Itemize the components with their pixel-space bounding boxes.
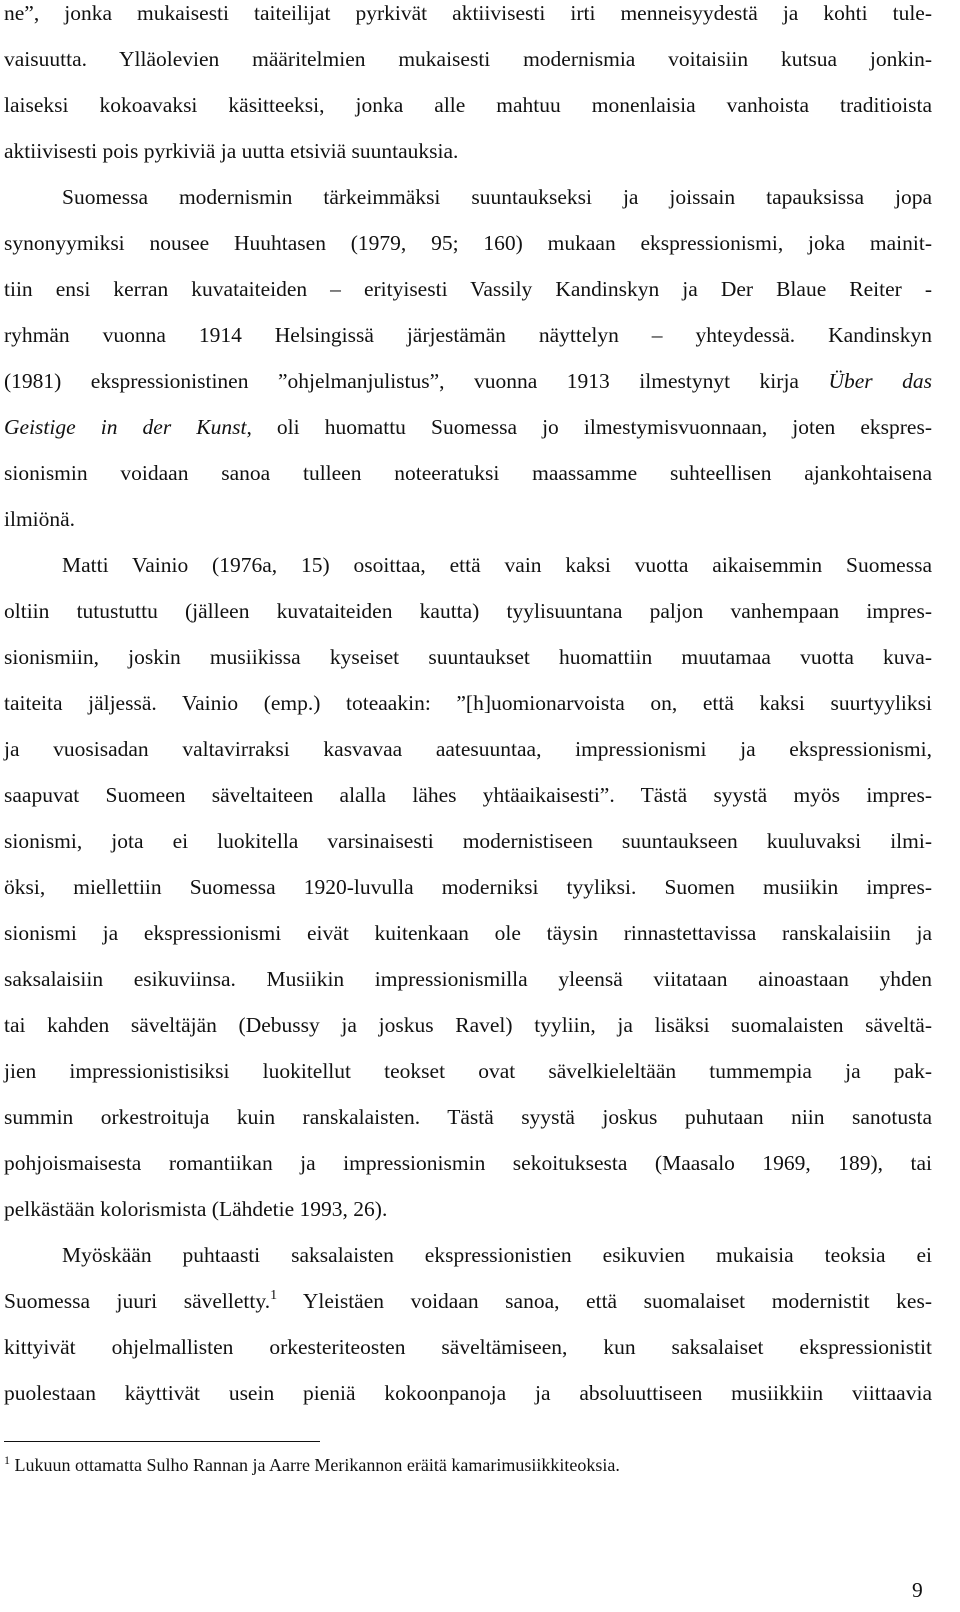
paragraph3-line-9: sionismi ja ekspressionismi eivät kuitenkaan ole täysin rinnastettavissa ranskalaisiin ja [4, 921, 932, 945]
paragraph1-line-2: vaisuutta. Ylläolevien määritelmien mukaisesti modernismia voitaisiin kutsua jonkin- [4, 47, 932, 71]
paragraph2-line-5 [4, 369, 932, 393]
footnote-text: Lukuun ottamatta Sulho Rannan ja Aarre Merikannon eräitä kamarimusiikkiteoksia. [10, 1455, 620, 1475]
paragraph4-line-2 [4, 1289, 932, 1313]
book-title-part-1: Über das [828, 369, 932, 393]
paragraph3-line-10: saksalaisiin esikuviinsa. Musiikin impressionismilla yleensä viitataan ainoastaan yhden [4, 967, 932, 991]
page-number: 9 [912, 1578, 923, 1602]
paragraph3-line-4: taiteita jäljessä. Vainio (emp.) toteaakin: ”[h]uomionarvoista on, että kaksi suurtyyliksi [4, 691, 932, 715]
paragraph3-line-5: ja vuosisadan valtavirraksi kasvavaa aatesuuntaa, impressionismi ja ekspressionismi, [4, 737, 932, 761]
footnote-separator [4, 1441, 320, 1442]
footnote [4, 1454, 620, 1476]
book-title-part-2: Geistige in der Kunst [4, 415, 247, 439]
paragraph1-line-1: ne”, jonka mukaisesti taiteilijat pyrkivät aktiivisesti irti menneisyydestä ja kohti tule- [4, 1, 932, 25]
footnote-number: 1 [4, 1453, 10, 1467]
paragraph1-line-4: aktiivisesti pois pyrkiviä ja uutta etsiviä suuntauksia. [4, 139, 459, 163]
paragraph3-line-8: öksi, miellettiin Suomessa 1920-luvulla moderniksi tyyliksi. Suomen musiikin impres- [4, 875, 932, 899]
paragraph4-line-2-text: Suomessa juuri sävelletty. [4, 1289, 271, 1313]
paragraph2-line-8: ilmiönä. [4, 507, 76, 531]
paragraph3-line-1: Matti Vainio (1976a, 15) osoittaa, että vain kaksi vuotta aikaisemmin Suomessa [62, 553, 932, 577]
paragraph3-line-12: jien impressionistisiksi luokitellut teokset ovat sävelkieleltään tummempia ja pak- [4, 1059, 932, 1083]
paragraph1-line-3: laiseksi kokoavaksi käsitteeksi, jonka alle mahtuu monenlaisia vanhoista traditioista [4, 93, 932, 117]
paragraph3-line-15: pelkästään kolorismista (Lähdetie 1993, 26). [4, 1197, 388, 1221]
paragraph3-line-14: pohjoismaisesta romantiikan ja impressionismin sekoituksesta (Maasalo 1969, 189), tai [4, 1151, 932, 1175]
paragraph2-line-4: ryhmän vuonna 1914 Helsingissä järjestämän näyttelyn – yhteydessä. Kandinskyn [4, 323, 932, 347]
paragraph2-line-1: Suomessa modernismin tärkeimmäksi suuntaukseksi ja joissain tapauksissa jopa [62, 185, 932, 209]
paragraph3-line-11: tai kahden säveltäjän (Debussy ja joskus Ravel) tyyliin, ja lisäksi suomalaisten säveltä- [4, 1013, 932, 1037]
paragraph2-line-6-text: , oli huomattu Suomessa jo ilmestymisvuonnaan, joten ekspres- [246, 415, 933, 439]
paragraph3-line-2: oltiin tutustuttu (jälleen kuvataiteiden kautta) tyylisuuntana paljon vanhempaan impres- [4, 599, 932, 623]
paragraph4-line-2-rest: Yleistäen voidaan sanoa, että suomalaiset modernistit kes- [277, 1289, 932, 1313]
paragraph4-line-3: kittyivät ohjelmallisten orkesteriteosten säveltämiseen, kun saksalaiset ekspressionistit [4, 1335, 932, 1359]
paragraph3-line-3: sionismiin, joskin musiikissa kyseiset suuntaukset huomattiin muutamaa vuotta kuva- [4, 645, 932, 669]
paragraph4-line-1: Myöskään puhtaasti saksalaisten ekspressionistien esikuvien mukaisia teoksia ei [62, 1243, 932, 1267]
paragraph3-line-7: sionismi, jota ei luokitella varsinaisesti modernistiseen suuntaukseen kuuluvaksi ilmi- [4, 829, 932, 853]
paragraph2-line-6 [4, 415, 932, 439]
paragraph2-line-3: tiin ensi kerran kuvataiteiden – erityisesti Vassily Kandinskyn ja Der Blaue Reiter - [4, 277, 932, 301]
paragraph2-line-2: synonyymiksi nousee Huuhtasen (1979, 95; 160) mukaan ekspressionismi, joka mainit- [4, 231, 932, 255]
paragraph3-line-13: summin orkestroituja kuin ranskalaisten. Tästä syystä joskus puhutaan niin sanotusta [4, 1105, 932, 1129]
paragraph4-line-4: puolestaan käyttivät usein pieniä kokoonpanoja ja absoluuttiseen musiikkiin viittaavia [4, 1381, 932, 1405]
paragraph2-line-7: sionismin voidaan sanoa tulleen noteeratuksi maassamme suhteellisen ajankohtaisena [4, 461, 932, 485]
footnote-reference[interactable]: 1 [270, 1288, 278, 1303]
paragraph3-line-6: saapuvat Suomeen säveltaiteen alalla lähes yhtäaikaisesti”. Tästä syystä myös impres- [4, 783, 932, 807]
paragraph2-line-5-text: (1981) ekspressionistinen ”ohjelmanjulistus”, vuonna 1913 ilmestynyt kirja [4, 369, 829, 393]
